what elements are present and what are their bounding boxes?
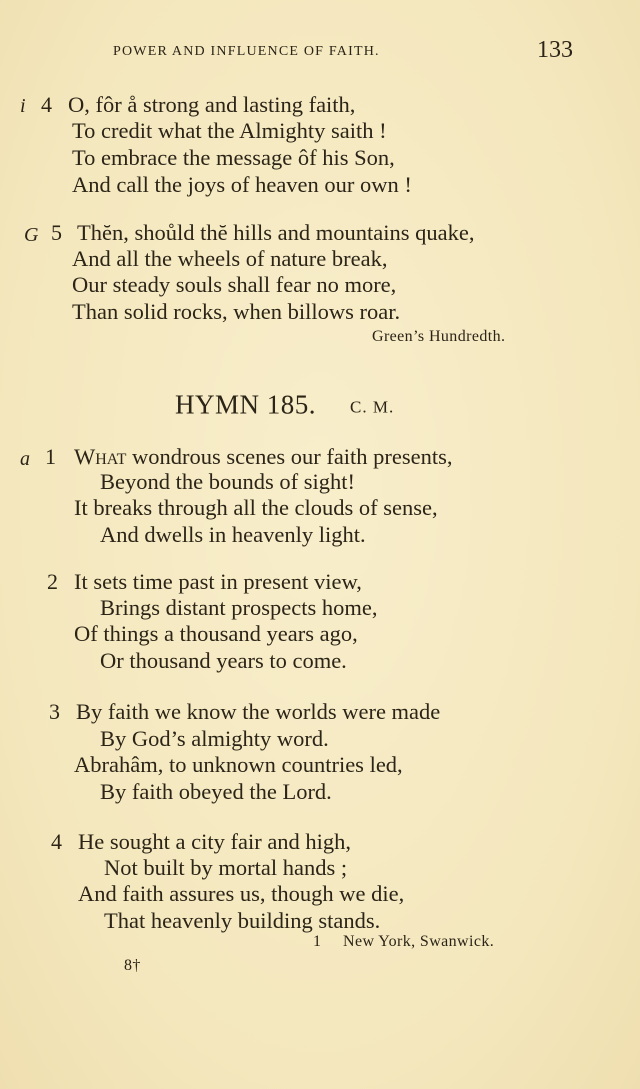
verse-line: By God’s almighty word.: [100, 725, 329, 751]
verse-line: To embrace the message ôf his Son,: [72, 144, 395, 170]
tune-number: 1: [313, 933, 322, 950]
page-number: 133: [537, 37, 573, 63]
verse-line: [74, 443, 453, 469]
verse-line: He sought a city fair and high,: [78, 828, 352, 854]
verse-line: Beyond the bounds of sight!: [100, 468, 355, 494]
verse-line: Abrahâm, to unknown countries led,: [74, 751, 403, 777]
verse-line: Or thousand years to come.: [100, 647, 347, 673]
stanza-number: 2: [47, 569, 58, 594]
verse-line: Than solid rocks, when billows roar.: [72, 298, 401, 324]
verse-line: By faith we know the worlds were made: [76, 698, 441, 724]
hymn-meter: C. M.: [350, 397, 395, 417]
verse-line: And call the joys of heaven our own !: [72, 171, 412, 197]
verse-line: Of things a thousand years ago,: [74, 620, 358, 646]
verse-text: wondrous scenes our faith presents,: [126, 443, 453, 469]
stanza-number: 3: [49, 699, 60, 724]
verse-line: It breaks through all the clouds of sense,: [74, 494, 438, 520]
verse-line: By faith obeyed the Lord.: [100, 778, 332, 804]
verse-line: That heavenly building stands.: [104, 907, 381, 933]
verse-line: Brings distant prospects home,: [100, 594, 378, 620]
verse-line: To credit what the Almighty saith !: [72, 117, 387, 143]
stanza-number: 1: [45, 444, 56, 469]
tune-name: Green’s Hundredth.: [372, 328, 506, 345]
stanza-number: 4: [41, 92, 52, 117]
stanza-number: 5: [51, 220, 62, 245]
verse-line: Our steady souls shall fear no more,: [72, 271, 397, 297]
hymn-title: HYMN 185.: [175, 389, 317, 420]
stanza-marker: i: [20, 95, 26, 117]
tune-name: New York, Swanwick.: [343, 933, 495, 950]
verse-line: And faith assures us, though we die,: [78, 880, 405, 906]
signature-mark: 8†: [124, 957, 141, 974]
verse-line: Thĕn, shoůld thĕ hills and mountains quake,: [77, 219, 475, 245]
first-word: What: [74, 443, 127, 469]
verse-line: Not built by mortal hands ;: [104, 854, 348, 880]
verse-line: It sets time past in present view,: [74, 568, 362, 594]
verse-line: And dwells in heavenly light.: [100, 521, 366, 547]
running-title: POWER AND INFLUENCE OF FAITH.: [113, 44, 380, 59]
verse-line: O, fôr å strong and lasting faith,: [68, 91, 356, 117]
stanza-marker: G: [24, 224, 39, 246]
stanza-marker: a: [20, 448, 30, 470]
stanza-number: 4: [51, 829, 62, 854]
verse-line: And all the wheels of nature break,: [72, 245, 388, 271]
